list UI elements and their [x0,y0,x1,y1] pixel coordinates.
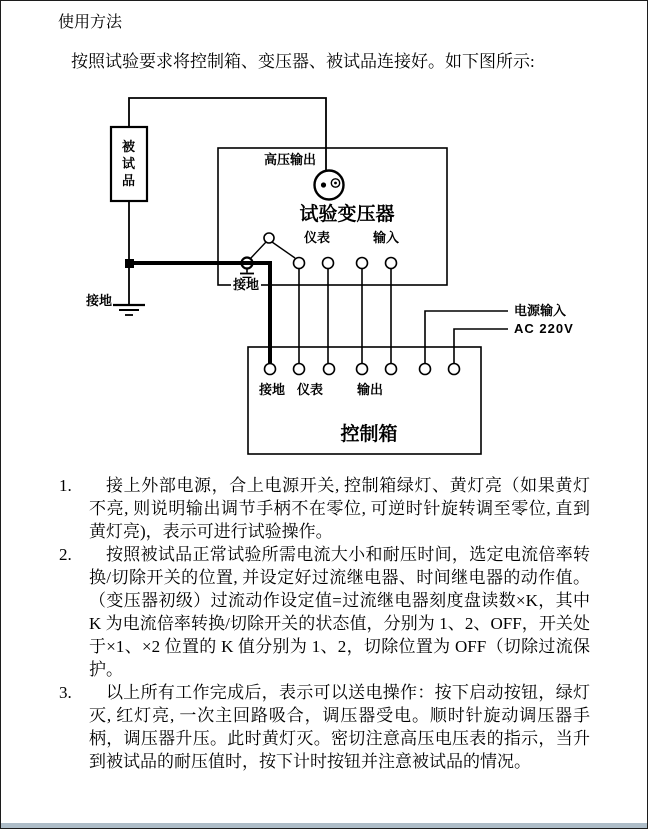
instruction-item-3 [58,681,590,773]
page-title: 使用方法 [58,14,123,31]
switch-blade-left [250,242,266,259]
switch-pivot [264,233,274,243]
switch-blade-right [272,242,295,258]
control-box-terminals [265,364,460,375]
instruction-list [58,474,590,773]
instruction-item-1 [58,474,590,543]
instruction-text: 接上外部电源，合上电源开关, 控制箱绿灯、黄灯亮（如果黄灯不亮, 则说明输出调节手柄不在零位, 可逆时针旋转调至零位, 直到黄灯亮)，表示可进行试验操作。 [89,476,590,541]
hv-output-label: 高压输出 [264,152,317,167]
instruction-number: 3. [59,683,72,702]
interconnect-wires [299,268,391,364]
control-box-label: 控制箱 [340,424,398,445]
instruction-item-2 [58,543,590,681]
left-ground-label: 接地 [86,293,113,308]
power-voltage-label: AC 220V [514,321,574,336]
transformer-input-label: 输入 [372,230,400,245]
transformer-meter-label: 仪表 [303,230,331,245]
cb-output-label: 输出 [356,382,384,397]
transformer-ground-label: 接地 [232,277,260,292]
instruction-text: 按照被试品正常试验所需电流大小和耐压时间，选定电流倍率转换/切除开关的位置, 并设定好过流继电器、时间继电器的动作值。（变压器初级）过流动作设定值=过流继电器刻度盘读数×K，其中 K 为电流倍率转换/切除开关的状态值，分别为 1、2、OFF，开关处于×1、×2 位置的 K 值分别为 1、2，切除位置为 OFF（切除过流保护。 [89,545,590,679]
power-input-label: 电源输入 [514,303,567,318]
power-wire-line1 [425,311,508,363]
cb-meter-label: 仪表 [296,382,324,397]
instruction-number: 1. [59,476,72,495]
transformer-label: 试验变压器 [299,204,395,225]
hv-terminal [315,171,344,200]
junction-dot [125,259,134,268]
instruction-number: 2. [59,545,72,564]
wiring-diagram [1,1,648,471]
test-object-label: 被试品 [122,139,136,188]
earth-symbol-left [113,305,145,315]
intro-text: 按照试验要求将控制箱、变压器、被试品连接好。如下图所示: [71,52,535,71]
transformer-terminals [294,258,397,269]
page-bottom-border [1,823,647,828]
instruction-text: 以上所有工作完成后，表示可以送电操作：按下启动按钮，绿灯灭, 红灯亮, 一次主回路吸合，调压器受电。顺时针旋动调压器手柄，调压器升压。此时黄灯灭。密切注意高压电压表的指示，当升到被试品的耐压值时，按下计时按钮并注意被试品的情况。 [89,683,590,771]
cb-ground-label: 接地 [258,382,286,397]
